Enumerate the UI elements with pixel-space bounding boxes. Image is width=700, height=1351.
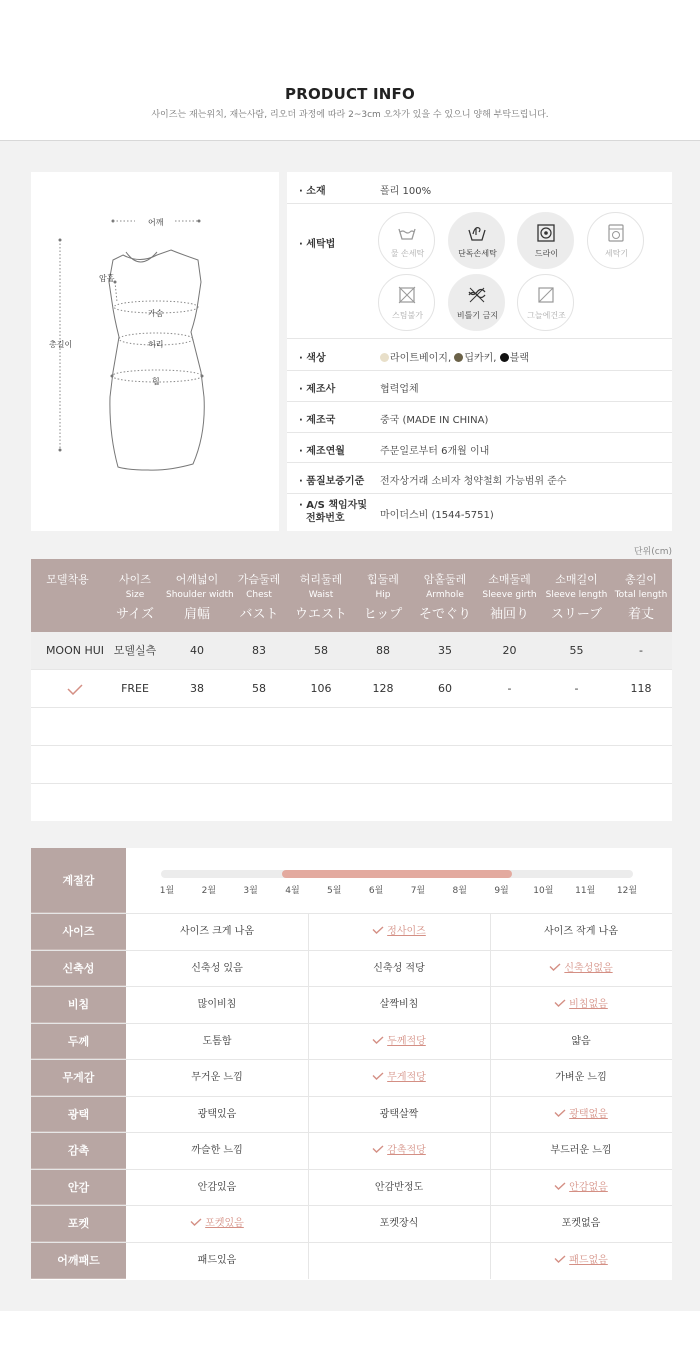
check-icon [554, 999, 566, 1007]
diagram-label-total-length: 총길이 [49, 340, 73, 349]
feature-option-text: 안감반정도 [374, 1181, 424, 1193]
feature-option [126, 1243, 308, 1280]
feature-option [126, 1097, 308, 1133]
season-label: 계절감 [31, 848, 126, 913]
feature-label: 감촉 [31, 1133, 126, 1169]
feature-option-text: 포켓없음 [561, 1218, 601, 1229]
info-row-material: · 소재 폴리 100% [287, 172, 672, 204]
month-label: 4월 [285, 886, 300, 896]
feature-option-text: 광택없음 [569, 1108, 608, 1120]
country-label: 제조국 [306, 415, 336, 426]
month-label: 11월 [575, 886, 596, 896]
check-icon [554, 1255, 566, 1263]
feature-option-selected [490, 951, 672, 987]
feature-option [126, 1060, 308, 1096]
wash-separate-hand-wash: 단독손세탁 [448, 212, 505, 269]
feature-option [490, 1024, 672, 1060]
feature-option-text: 감촉적당 [387, 1145, 426, 1156]
unit-label: 단위(cm) [633, 547, 672, 557]
month-label: 1월 [159, 886, 175, 896]
col-hip: 힙둘레 Hip ヒップ [363, 573, 403, 622]
header [0, 0, 700, 140]
feature-option-text: 얇음 [571, 1035, 591, 1047]
feature-option [308, 1170, 490, 1206]
feature-option [308, 1206, 490, 1242]
size-row-free: FREE 38 58 106 128 60 - - 118 [31, 670, 672, 708]
feature-option [126, 987, 308, 1023]
check-icon [372, 1145, 384, 1153]
feature-label: 무게감 [31, 1060, 126, 1096]
color-swatch-black [500, 353, 509, 362]
color-swatch-deep-khaki [454, 353, 463, 362]
info-row-washing: · 세탁법 물 손세탁 단독손세탁 드라이 세탁기 스팀불가 비틀기 금지 그늘에건조 [287, 204, 672, 339]
month-label: 2월 [201, 886, 217, 896]
no-steam-icon [397, 285, 417, 305]
feature-label: 사이즈 [31, 914, 126, 950]
feature-option-text: 신축성 있음 [191, 962, 243, 974]
feature-option [126, 951, 308, 987]
info-row-as: · A/S 책임자및 전화번호 마이더스비 (1544-5751) [299, 500, 494, 524]
bottom-margin [0, 1311, 700, 1351]
size-table-header [31, 559, 672, 632]
diagram-label-hip: 힙 [152, 377, 160, 386]
feature-option-text: 도톰함 [202, 1035, 232, 1047]
feature-row [31, 1170, 672, 1207]
feature-option [490, 1206, 672, 1242]
feature-option-text: 포켓있음 [205, 1218, 244, 1229]
month-label: 12월 [616, 886, 638, 896]
check-icon [372, 1036, 384, 1044]
feature-option-text: 안감있음 [197, 1181, 237, 1193]
month-label: 6월 [368, 886, 384, 896]
season-track [161, 870, 633, 878]
wash-no-steam: 스팀불가 [378, 274, 435, 331]
feature-option [490, 1133, 672, 1169]
size-row-empty [31, 708, 672, 746]
check-icon [190, 1218, 202, 1226]
feature-option-text: 광택살짝 [379, 1108, 419, 1120]
feature-option-text: 패드없음 [569, 1254, 608, 1266]
material-label: 소재 [306, 186, 326, 197]
feature-option [308, 1243, 490, 1280]
as-label: A/S 책임자및 [306, 500, 367, 511]
feature-option-text: 부드러운 느낌 [550, 1145, 612, 1156]
warranty-value: 전자상거래 소비자 청약철회 가능범위 준수 [380, 476, 567, 487]
feature-option-text: 사이즈 작게 나옴 [544, 926, 618, 937]
season-fill [282, 870, 511, 878]
no-wring-icon [467, 285, 487, 305]
feature-option-text: 많이비침 [197, 999, 237, 1010]
material-value: 폴리 100% [380, 186, 432, 197]
feature-option-text: 살짝비침 [379, 999, 419, 1010]
feature-option [308, 987, 490, 1023]
wash-dry-clean: 드라이 [517, 212, 574, 269]
diagram-label-chest: 가슴 [148, 309, 164, 318]
feature-option-text: 무거운 느낌 [191, 1072, 243, 1083]
diagram-label-armhole: 암홀 [99, 274, 115, 283]
product-info-panel [287, 172, 672, 531]
feature-option-text: 사이즈 크게 나옴 [180, 926, 254, 937]
feature-row [31, 951, 672, 988]
feature-option-selected [308, 1024, 490, 1060]
check-icon [549, 963, 561, 971]
feature-option-selected [308, 914, 490, 950]
feature-option-text: 정사이즈 [387, 926, 426, 937]
wash-no-wring: 비틀기 금지 [448, 274, 505, 331]
hand-wash-icon [397, 223, 417, 243]
month-label: 7월 [410, 886, 426, 896]
wash-washing-machine: 세탁기 [587, 212, 644, 269]
feature-option-selected [490, 1243, 672, 1280]
col-armhole: 암홀둘레 Armhole そでぐり [418, 573, 471, 622]
wash-hand-wash: 물 손세탁 [378, 212, 435, 269]
feature-row-season [31, 848, 672, 914]
month-label: 10월 [533, 886, 554, 896]
feature-option [126, 1133, 308, 1169]
month-label: 8월 [452, 886, 467, 896]
info-row-country: · 제조국 중국 (MADE IN CHINA) [287, 402, 672, 433]
feature-row [31, 987, 672, 1024]
warranty-label: 품질보증기준 [306, 476, 365, 487]
page-subtitle: 사이즈는 재는위치, 재는사람, 리오더 과정에 따라 2~3cm 오차가 있을 수 있으니 양해 부탁드립니다. [151, 110, 549, 120]
col-shoulder: 어깨넓이 Shoulder width 肩幅 [166, 573, 234, 622]
feature-option-text: 까슬한 느낌 [191, 1145, 243, 1156]
feature-option-selected [490, 1170, 672, 1206]
feature-label: 비침 [31, 987, 126, 1023]
feature-label: 포켓 [31, 1206, 126, 1242]
dry-clean-icon [536, 223, 556, 243]
separate-hand-wash-icon [467, 223, 487, 243]
feature-table [31, 848, 672, 1280]
col-total-length: 총길이 Total length 着丈 [614, 573, 668, 622]
dress-diagram-panel [31, 172, 279, 531]
shade-dry-icon [536, 285, 556, 305]
feature-option [490, 1060, 672, 1096]
washing-machine-icon [606, 223, 626, 243]
feature-option-selected [490, 987, 672, 1023]
date-label: 제조연월 [306, 446, 345, 457]
month-label: 5월 [327, 886, 342, 896]
month-label: 9월 [494, 886, 509, 896]
feature-option [126, 1170, 308, 1206]
feature-row [31, 914, 672, 951]
color-swatch-light-beige [380, 353, 389, 362]
size-row-model: MOON HUI 모델실측 40 83 58 88 35 20 55 - [31, 632, 672, 670]
feature-option-selected [308, 1133, 490, 1169]
feature-label: 광택 [31, 1097, 126, 1133]
feature-label: 안감 [31, 1170, 126, 1206]
feature-option [308, 951, 490, 987]
size-row-empty [31, 784, 672, 822]
feature-row [31, 1097, 672, 1134]
feature-option-text: 무게적당 [387, 1072, 426, 1083]
wash-shade-dry: 그늘에건조 [517, 274, 574, 331]
feature-row [31, 1243, 672, 1280]
feature-option-text: 안감없음 [569, 1181, 608, 1193]
feature-option-text: 두께적당 [387, 1035, 426, 1047]
feature-row [31, 1133, 672, 1170]
feature-label: 어깨패드 [31, 1243, 126, 1280]
maker-value: 협력업체 [380, 384, 419, 395]
feature-row [31, 1060, 672, 1097]
check-icon [554, 1109, 566, 1117]
size-table [31, 559, 672, 821]
col-model: 모델착용 [46, 573, 89, 586]
col-sleeve-length: 소매길이 Sleeve length スリーブ [545, 573, 608, 622]
feature-row [31, 1206, 672, 1243]
feature-row [31, 1024, 672, 1061]
col-sleeve-girth: 소매둘레 Sleeve girth 袖回り [482, 573, 537, 622]
feature-option [126, 914, 308, 950]
page-title: PRODUCT INFO [285, 85, 415, 103]
feature-option-text: 광택있음 [197, 1108, 237, 1120]
feature-option-text: 패드있음 [197, 1254, 237, 1266]
check-icon [554, 1182, 566, 1190]
date-value: 주문일로부터 6개월 이내 [380, 446, 490, 457]
country-value: 중국 (MADE IN CHINA) [380, 415, 489, 426]
col-chest: 가슴둘레 Chest バスト [237, 573, 281, 622]
feature-option-text: 가벼운 느낌 [555, 1072, 607, 1083]
check-icon [372, 926, 384, 934]
info-row-date: · 제조연월 주문일로부터 6개월 이내 [287, 433, 672, 463]
color-value: 라이트베이지, 딥카키, 블랙 [380, 349, 529, 364]
col-size: 사이즈 Size サイズ [116, 573, 154, 622]
feature-option-text: 포켓장식 [379, 1218, 419, 1229]
as-value: 마이더스비 (1544-5751) [380, 510, 494, 521]
feature-option-selected [490, 1097, 672, 1133]
feature-option-selected [126, 1206, 308, 1242]
info-row-maker: · 제조사 협력업체 [287, 371, 672, 402]
diagram-label-waist: 허리 [148, 340, 164, 349]
diagram-label-shoulder: 어깨 [148, 218, 164, 227]
feature-option-text: 신축성없음 [564, 962, 613, 974]
feature-label: 신축성 [31, 951, 126, 987]
maker-label: 제조사 [306, 384, 336, 395]
month-label: 3월 [243, 886, 258, 896]
feature-option-selected [308, 1060, 490, 1096]
info-row-color: · 색상 라이트베이지, 딥카키, 블랙 [287, 339, 672, 371]
feature-label: 두께 [31, 1024, 126, 1060]
check-icon [372, 1072, 384, 1080]
info-row-warranty: · 품질보증기준 전자상거래 소비자 청약철회 가능범위 준수 [287, 463, 672, 494]
feature-option [490, 914, 672, 950]
feature-option-text: 신축성 적당 [373, 962, 425, 974]
feature-option-text: 비침없음 [569, 999, 608, 1010]
feature-option [308, 1097, 490, 1133]
size-row-empty [31, 746, 672, 784]
feature-option [126, 1024, 308, 1060]
color-label: 색상 [306, 353, 326, 364]
col-waist: 허리둘레 Waist ウエスト [294, 573, 347, 622]
washing-label: 세탁법 [306, 239, 336, 250]
